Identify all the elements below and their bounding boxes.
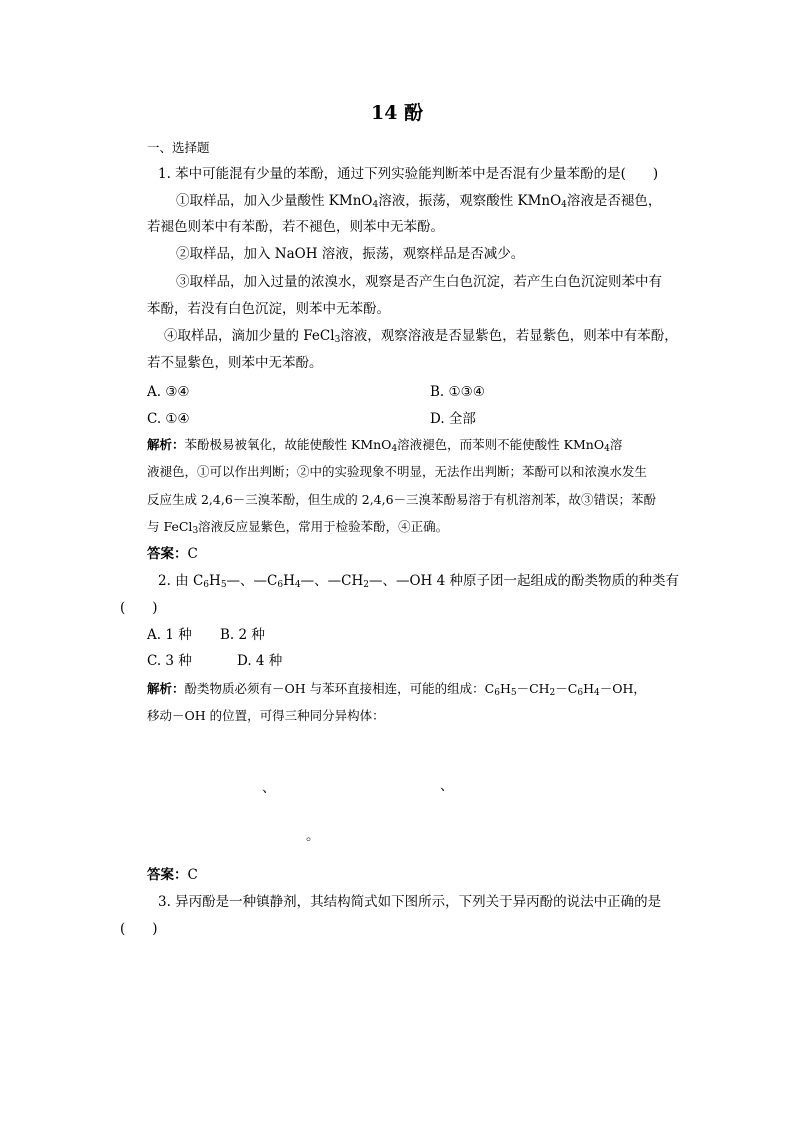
q1-option-4: ④取样品，滴加少量的 FeCl$_3$溶液，观察溶液是否显紫色，若显紫色，则苯中有苯酚，	[164, 328, 678, 345]
benzene-ring	[290, 757, 312, 794]
benzene-ring	[155, 810, 177, 847]
q2-explanation-2: 移动－OH 的位置，可得三种同分异构体：	[147, 708, 385, 723]
q1-option-1-cont: 若褪色则苯中有苯酚，若不褪色，则苯中无苯酚。	[147, 219, 444, 235]
phenol-ring	[366, 757, 388, 794]
q2-explanation-1: 解析：酚类物质必须有－OH 与苯环直接相连，可能的组成：$C_6H_5-CH_2-C_6H_4-OH$，	[147, 681, 646, 698]
phenol-ring	[243, 818, 265, 855]
oh-label: OH	[278, 830, 299, 844]
q1-option-4-cont: 若不显紫色，则苯中无苯酚。	[147, 355, 323, 371]
oh-label: OH	[397, 768, 418, 782]
oh-label: OH	[236, 735, 257, 749]
q1-choice-a: A. ③④	[147, 384, 190, 400]
q1-option-1: ①取样品，加入少量酸性 KMnO$_4$溶液，振荡，观察酸性 KMnO$_4$溶液是否褪色，	[176, 193, 662, 210]
q1-choice-c: C. ①④	[147, 411, 190, 427]
q1-choice-b: B. ①③④	[430, 384, 485, 400]
q1-explanation-4: 与 FeCl$_3$溶液反应显紫色，常用于检验苯酚，④正确。	[147, 519, 449, 536]
phenol-ring	[234, 757, 256, 794]
q1-option-3: ③取样品，加入过量的浓溴水，观察是否产生白色沉淀，若产生白色沉淀则苯中有	[176, 274, 662, 290]
q1-explanation-1: 解析：苯酚极易被氧化，故能使酸性 KMnO$_4$溶液褪色，而苯则不能使酸性 KMnO$_4$溶	[147, 437, 623, 454]
benzene-ring	[400, 970, 430, 1008]
q1-explanation-2: 液褪色，①可以作出判断；②中的实验现象不明显，无法作出判断；苯酚可以和浓溴水发生	[147, 464, 648, 479]
q1-answer: 答案：C	[147, 546, 198, 562]
q2-stem-paren: ( )	[120, 600, 158, 616]
oh-label: OH	[405, 948, 426, 962]
q1-option-3-cont: 苯酚，若没有白色沉淀，则苯中无苯酚。	[147, 301, 390, 317]
isopropyl-left	[376, 956, 400, 979]
q2-stem: 2. 由 $C_6H_5—$、$—C_6H_4—$、$—CH_2—$、—OH 4 种原子团一起组成的酚类物质的种类有	[158, 573, 679, 590]
q3-stem-paren: ( )	[120, 921, 158, 937]
q1-option-2: ②取样品，加入 NaOH 溶液，振荡，观察样品是否减少。	[176, 246, 525, 262]
q2-choice-a: A. 1 种	[147, 627, 192, 643]
isomer-separator-1: 、	[262, 780, 276, 796]
q1-explanation-3: 反应生成 2,4,6－三溴苯酚，但生成的 2,4,6－三溴苯酚易溶于有机溶剂苯，故③错误；苯酚	[147, 492, 657, 507]
isomer-separator-2: 、	[440, 778, 454, 794]
q2-choice-b: B. 2 种	[220, 627, 265, 643]
ch2-label: $CH_2$	[195, 768, 221, 785]
q2-choice-d: D. 4 种	[237, 653, 283, 669]
ch2-label: $CH_2$	[326, 768, 352, 785]
isopropyl-right	[430, 956, 454, 979]
q2-answer: 答案：C	[147, 867, 198, 883]
section-heading: 一、选择题	[147, 140, 210, 155]
benzene-ring	[159, 757, 181, 794]
isomer-end-mark: 。	[306, 828, 320, 844]
ch2-label: $CH_2$	[191, 815, 217, 832]
q1-stem: 1. 苯中可能混有少量的苯酚，通过下列实验能判断苯中是否混有少量苯酚的是( )	[158, 166, 659, 182]
q1-choice-d: D. 全部	[430, 411, 476, 427]
q3-stem: 3. 异丙酚是一种镇静剂，其结构简式如下图所示，下列关于异丙酚的说法中正确的是	[158, 894, 662, 910]
q2-choice-c: C. 3 种	[147, 653, 192, 669]
page-title: 14 酚	[370, 102, 424, 124]
